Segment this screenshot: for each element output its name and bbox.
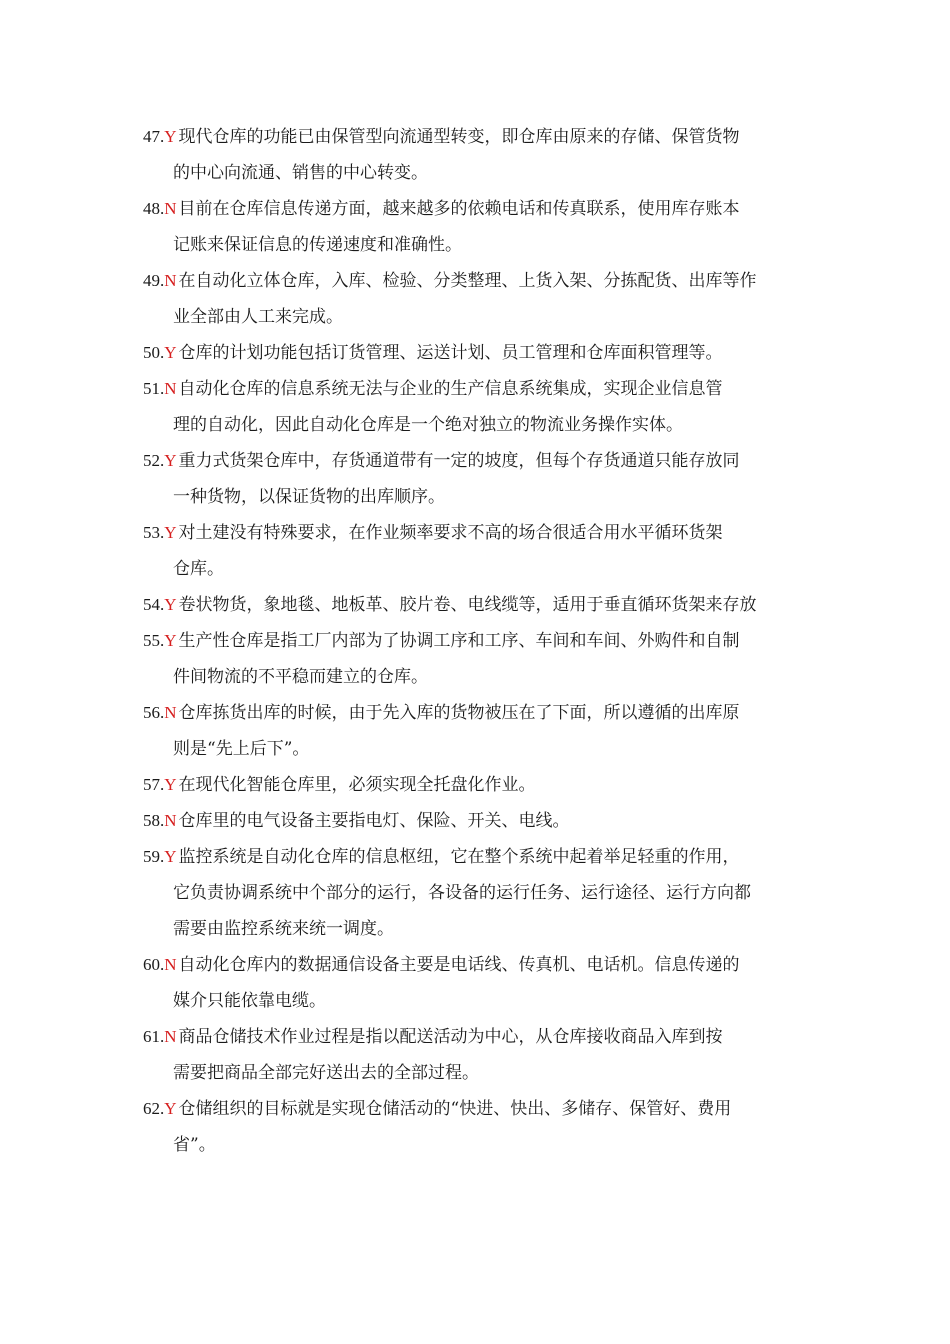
item-number: 50. — [143, 343, 165, 362]
answer-mark: N — [164, 1027, 177, 1046]
answer-mark: Y — [164, 631, 177, 650]
item-first-line — [143, 371, 813, 407]
list-item — [143, 1019, 813, 1091]
list-item — [143, 335, 813, 371]
answer-mark: Y — [164, 451, 177, 470]
item-number: 60. — [143, 955, 165, 974]
item-text: 在现代化智能仓库里，必须实现全托盘化作业。 — [178, 775, 536, 795]
item-number: 56. — [143, 703, 165, 722]
item-text: 现代仓库的功能已由保管型向流通型转变，即仓库由原来的存储、保管货物 — [178, 127, 740, 147]
item-first-line — [143, 263, 813, 299]
item-text: 目前在仓库信息传递方面，越来越多的依赖电话和传真联系，使用库存账本 — [178, 199, 740, 219]
item-first-line — [143, 515, 813, 551]
list-item — [143, 803, 813, 839]
list-item — [143, 371, 813, 443]
item-continuation: 它负责协调系统中个部分的运行，各设备的运行任务、运行途径、运行方向都 — [173, 883, 751, 903]
item-continuation: 媒介只能依靠电缆。 — [173, 991, 326, 1011]
item-first-line — [143, 695, 813, 731]
item-text: 自动化仓库内的数据通信设备主要是电话线、传真机、电话机。信息传递的 — [178, 955, 740, 975]
list-item — [143, 695, 813, 767]
item-text: 商品仓储技术作业过程是指以配送活动为中心，从仓库接收商品入库到按 — [178, 1027, 723, 1047]
item-continuation: 的中心向流通、销售的中心转变。 — [173, 163, 428, 183]
item-number: 47. — [143, 127, 165, 146]
list-item — [143, 191, 813, 263]
item-continuation: 理的自动化，因此自动化仓库是一个绝对独立的物流业务操作实体。 — [173, 415, 683, 435]
answer-mark: Y — [164, 127, 177, 146]
answer-mark: Y — [164, 343, 177, 362]
item-text: 仓库里的电气设备主要指电灯、保险、开关、电线。 — [178, 811, 570, 831]
item-continuation: 仓库。 — [173, 559, 224, 579]
list-item — [143, 587, 813, 623]
answer-mark: N — [164, 811, 177, 830]
answer-mark: Y — [164, 523, 177, 542]
item-continuation: 需要把商品全部完好送出去的全部过程。 — [173, 1063, 479, 1083]
item-continuation: 需要由监控系统来统一调度。 — [173, 919, 394, 939]
item-first-line — [143, 803, 813, 839]
answer-mark: N — [164, 379, 177, 398]
item-number: 62. — [143, 1099, 165, 1118]
list-item — [143, 947, 813, 1019]
item-first-line — [143, 119, 813, 155]
list-item — [143, 623, 813, 695]
item-continuation: 省”。 — [173, 1135, 216, 1155]
item-first-line — [143, 587, 813, 623]
item-first-line — [143, 335, 813, 371]
item-text: 监控系统是自动化仓库的信息枢纽，它在整个系统中起着举足轻重的作用， — [178, 847, 740, 867]
item-first-line — [143, 623, 813, 659]
answer-mark: Y — [164, 595, 177, 614]
item-text: 重力式货架仓库中，存货通道带有一定的坡度，但每个存货通道只能存放同 — [178, 451, 740, 471]
item-number: 55. — [143, 631, 165, 650]
item-text: 仓储组织的目标就是实现仓储活动的“快进、快出、多储存、保管好、费用 — [178, 1099, 732, 1119]
item-number: 51. — [143, 379, 165, 398]
list-item — [143, 515, 813, 587]
item-text: 仓库的计划功能包括订货管理、运送计划、员工管理和仓库面积管理等。 — [178, 343, 723, 363]
item-continuation: 业全部由人工来完成。 — [173, 307, 343, 327]
answer-mark: N — [164, 955, 177, 974]
item-first-line — [143, 1019, 813, 1055]
item-number: 59. — [143, 847, 165, 866]
item-number: 52. — [143, 451, 165, 470]
item-text: 自动化仓库的信息系统无法与企业的生产信息系统集成，实现企业信息管 — [178, 379, 723, 399]
item-first-line — [143, 443, 813, 479]
item-continuation: 一种货物，以保证货物的出库顺序。 — [173, 487, 445, 507]
answer-mark: Y — [164, 775, 177, 794]
answer-mark: N — [164, 199, 177, 218]
list-item — [143, 443, 813, 515]
item-number: 54. — [143, 595, 165, 614]
item-text: 在自动化立体仓库，入库、检验、分类整理、上货入架、分拣配货、出库等作 — [178, 271, 757, 291]
item-continuation: 件间物流的不平稳而建立的仓库。 — [173, 667, 428, 687]
answer-mark: Y — [164, 1099, 177, 1118]
item-first-line — [143, 191, 813, 227]
list-item — [143, 767, 813, 803]
item-continuation: 则是“先上后下”。 — [173, 739, 310, 759]
item-text: 对土建没有特殊要求，在作业频率要求不高的场合很适合用水平循环货架 — [178, 523, 723, 543]
question-list — [143, 119, 813, 1163]
item-number: 49. — [143, 271, 165, 290]
item-text: 卷状物货，象地毯、地板革、胶片卷、电线缆等，适用于垂直循环货架来存放 — [178, 595, 757, 615]
item-first-line — [143, 839, 813, 875]
list-item — [143, 263, 813, 335]
answer-mark: Y — [164, 847, 177, 866]
item-text: 仓库拣货出库的时候，由于先入库的货物被压在了下面，所以遵循的出库原 — [178, 703, 740, 723]
item-first-line — [143, 767, 813, 803]
item-number: 57. — [143, 775, 165, 794]
item-first-line — [143, 1091, 813, 1127]
answer-mark: N — [164, 703, 177, 722]
item-first-line — [143, 947, 813, 983]
list-item — [143, 839, 813, 947]
list-item — [143, 119, 813, 191]
item-number: 53. — [143, 523, 165, 542]
item-number: 58. — [143, 811, 165, 830]
list-item — [143, 1091, 813, 1163]
item-number: 61. — [143, 1027, 165, 1046]
item-continuation: 记账来保证信息的传递速度和准确性。 — [173, 235, 462, 255]
answer-mark: N — [164, 271, 177, 290]
item-text: 生产性仓库是指工厂内部为了协调工序和工序、车间和车间、外购件和自制 — [178, 631, 740, 651]
item-number: 48. — [143, 199, 165, 218]
